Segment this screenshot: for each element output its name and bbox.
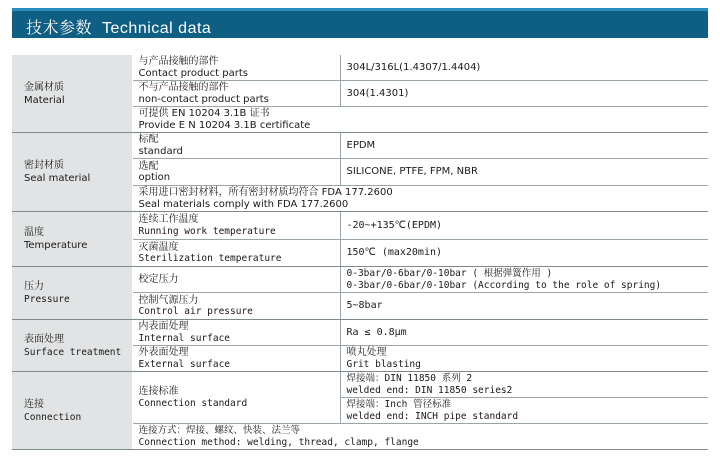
table-row (12, 55, 708, 81)
label-zh: 外表面处理 (138, 347, 189, 358)
table-row (12, 212, 708, 240)
row-label: 校定压力 (132, 267, 340, 293)
header-title (26, 15, 211, 38)
row-value (340, 346, 708, 372)
label-en: Contact product parts (138, 67, 248, 79)
category-label-zh: 压力 (24, 281, 44, 292)
row-value: 304L/316L(1.4307/1.4404) (340, 55, 708, 81)
label-en: option (138, 172, 171, 183)
section-header (12, 8, 708, 38)
category-seal (12, 133, 132, 212)
label-en: Internal surface (138, 332, 231, 344)
row-value: EPDM (340, 133, 708, 159)
label-zh: 不与产品接触的部件 (138, 82, 229, 93)
row-value: -20~+135℃(EPDM) (340, 212, 708, 240)
label-zh: 标配 (138, 134, 159, 145)
row-label (132, 212, 340, 240)
label-zh: 连续工作温度 (138, 214, 199, 225)
label-zh: 灭菌温度 (138, 241, 179, 253)
row-value: SILICONE, PTFE, FPM, NBR (340, 159, 708, 186)
label-zh: 与产品接触的部件 (138, 56, 219, 67)
category-label-en: Pressure (24, 294, 70, 305)
label-en: External surface (138, 358, 231, 370)
category-pressure (12, 267, 132, 320)
row-note (132, 424, 708, 450)
label-en: Sterilization temperature (138, 253, 282, 264)
category-label-en: Material (24, 94, 65, 106)
row-label (132, 55, 340, 81)
category-label-en: Seal material (24, 173, 91, 184)
row-value (340, 398, 708, 424)
value-en: welded end: DIN 11850 series2 (346, 384, 513, 396)
label-zh: 内表面处理 (138, 321, 189, 332)
row-label (132, 81, 340, 107)
category-material (12, 55, 132, 133)
row-label (132, 133, 340, 159)
row-label (132, 159, 340, 186)
label-en: Connection standard (138, 397, 248, 409)
row-label (132, 372, 340, 424)
category-label-zh: 密封材质 (24, 160, 64, 171)
value-zh: 焊接端：Inch 管径标准 (346, 399, 452, 410)
header-title-en: Technical data (102, 20, 212, 37)
note-zh: 可提供 EN 10204 3.1B 证书 (138, 108, 270, 119)
label-en: Running work temperature (138, 225, 276, 237)
label-en: non-contact product parts (138, 93, 269, 105)
table-row (12, 267, 708, 293)
category-label-en: Surface treatment (24, 346, 122, 358)
value-zh: 0-3bar/0-6bar/0-10bar ( 根据弹簧作用 ) (346, 268, 553, 279)
table-row (12, 133, 708, 159)
value-en: welded end: INCH pipe standard (346, 410, 519, 422)
technical-data-table (12, 55, 708, 450)
row-value: Ra ≤ 0.8μm (340, 320, 708, 346)
category-label-zh: 金属材质 (24, 81, 64, 93)
table-row (12, 372, 708, 398)
row-label (132, 320, 340, 346)
header-title-zh: 技术参数 (26, 18, 93, 37)
value-zh: 焊接端：DIN 11850 系列 2 (346, 373, 473, 384)
category-temperature (12, 212, 132, 267)
row-value: 304(1.4301) (340, 81, 708, 107)
label-en: standard (138, 145, 183, 157)
row-note (132, 107, 708, 133)
row-label (132, 240, 340, 267)
note-zh: 采用进口密封材料，所有密封材质均符合 FDA 177.2600 (138, 187, 393, 198)
value-zh: 喷丸处理 (346, 347, 387, 358)
row-value: 150℃ (max20min) (340, 240, 708, 267)
label-zh: 连接标准 (138, 386, 179, 397)
row-note (132, 186, 708, 212)
category-label-zh: 表面处理 (24, 333, 64, 345)
row-label (132, 293, 340, 320)
value-en: Grit blasting (346, 358, 421, 370)
row-value (340, 372, 708, 398)
row-value: 5~8bar (340, 293, 708, 320)
note-en: Seal materials comply with FDA 177.2600 (138, 198, 349, 210)
table-row (12, 320, 708, 346)
category-label-zh: 连接 (24, 398, 44, 410)
category-label-en: Temperature (24, 240, 88, 251)
category-label-en: Connection (24, 411, 82, 423)
category-label-zh: 温度 (24, 227, 44, 238)
row-value (340, 267, 708, 293)
label-en: Control air pressure (138, 306, 253, 317)
row-label (132, 346, 340, 372)
label-zh: 选配 (138, 160, 159, 172)
note-en: Connection method: welding, thread, clamp, flange (138, 436, 419, 448)
category-connection (12, 372, 132, 450)
note-zh: 连接方式：焊接、螺纹、快装、法兰等 (138, 425, 301, 436)
note-en: Provide E N 10204 3.1B certificate (138, 119, 311, 131)
value-en: 0-3bar/0-6bar/0-10bar (According to the role of spring) (346, 279, 662, 291)
label-zh: 控制气源压力 (138, 294, 199, 306)
category-surface (12, 320, 132, 372)
